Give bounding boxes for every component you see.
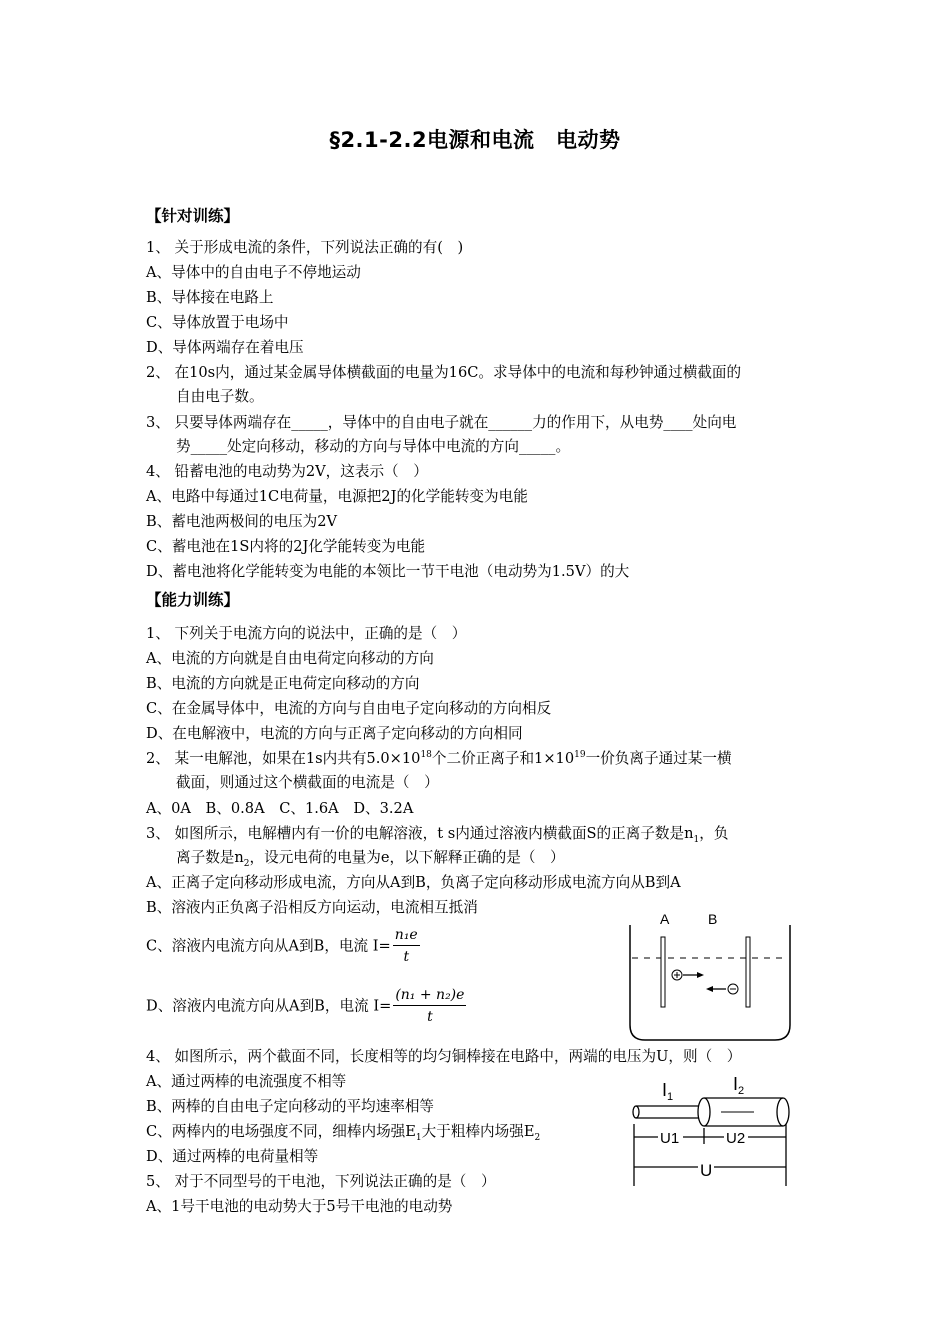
option-d: D、在电解液中，电流的方向与正离子定向移动的方向相同 [146, 725, 523, 742]
question-2-options: A、0A B、0.8A C、1.6A D、3.2A [146, 800, 414, 817]
option-c: C、导体放置于电场中 [146, 314, 289, 331]
label-a: A [660, 911, 670, 927]
option-a: A、正离子定向移动形成电流，方向从A到B，负离子定向移动形成电流方向从B到A [146, 874, 681, 891]
page-title: §2.1-2.2电源和电流 电动势 [329, 128, 621, 152]
copper-rods-figure [626, 1068, 796, 1188]
option-b: B、两棒的自由电子定向移动的平均速率相等 [146, 1098, 435, 1115]
electrode-b [746, 937, 750, 1007]
option-b: B、溶液内正负离子沿相反方向运动，电流相互抵消 [146, 899, 478, 916]
option-b: B、导体接在电路上 [146, 289, 274, 306]
option-a: A、通过两棒的电流强度不相等 [146, 1073, 347, 1090]
option-a: A、1号干电池的电动势大于5号干电池的电动势 [146, 1198, 453, 1215]
question-4-stem: 4、 如图所示，两个截面不同，长度相等的均匀铜棒接在电路中，两端的电压为U，则（ ） [146, 1048, 742, 1065]
option-c: C、两棒内的电场强度不同，细棒内场强$E_1$大于粗棒内场强$E_2$ [146, 1123, 541, 1143]
question-2-stem: 2、 在10s内，通过某金属导体横截面的电量为16C。求导体中的电流和每秒钟通过横截面的 [146, 364, 742, 381]
question-1-stem: 1、 关于形成电流的条件，下列说法正确的有( ) [146, 239, 464, 256]
label-i1: $I_1$ [662, 1080, 674, 1103]
question-3-continuation: 离子数是$n_2$，设元电荷的电量为e，以下解释正确的是（ ） [176, 849, 565, 869]
section-header-targeted: 【针对训练】 [146, 207, 240, 225]
option-c: C、在金属导体中，电流的方向与自由电子定向移动的方向相反 [146, 700, 552, 717]
tank-outline [630, 925, 790, 1040]
option-d: D、蓄电池将化学能转变为电能的本领比一节干电池（电动势为1.5V）的大 [146, 563, 630, 580]
question-3-stem: 3、 只要导体两端存在_____，导体中的自由电子就在______力的作用下，从电势____处向电 [146, 414, 737, 431]
question-2-continuation: 截面，则通过这个横截面的电流是（ ） [176, 774, 439, 791]
fraction-c: $\frac{\text{n₁e}}{t}$ [394, 927, 418, 965]
label-u1: U1 [660, 1130, 680, 1147]
question-2-stem: 2、 某一电解池，如果在1s内共有$5.0\times 10^{18}$个二价正离子和$1\times 10^{19}$一价负离子通过某一横 [146, 750, 732, 767]
question-4-stem: 4、 铅蓄电池的电动势为2V，这表示（ ） [146, 463, 428, 480]
option-d: D、溶液内电流方向从A到B，电流 I= $\frac{\text{(n₁ + n₂)e}}{t}$ [146, 985, 466, 1028]
label-u2: U2 [726, 1130, 746, 1147]
question-3-continuation: 势_____处定向移动，移动的方向与导体中电流的方向_____。 [176, 438, 571, 455]
question-3-stem: 3、 如图所示，电解槽内有一价的电解溶液，t s内通过溶液内横截面S的正离子数是$n_1$，负 [146, 825, 729, 845]
option-c: C、蓄电池在1S内将的2J化学能转变为电能 [146, 538, 426, 555]
option-b: B、电流的方向就是正电荷定向移动的方向 [146, 675, 420, 692]
question-2-continuation: 自由电子数。 [176, 388, 264, 405]
electrolytic-cell-figure [620, 900, 800, 1045]
option-a: A、电路中每通过1C电荷量，电源把2J的化学能转变为电能 [146, 488, 528, 505]
label-b: B [708, 911, 718, 927]
section-header-ability: 【能力训练】 [146, 591, 240, 609]
option-a: A、导体中的自由电子不停地运动 [146, 264, 361, 281]
electrode-a [661, 937, 665, 1007]
fraction-d: $\frac{\text{(n₁ + n₂)e}}{t}$ [395, 987, 465, 1025]
question-5-stem: 5、 对于不同型号的干电池，下列说法正确的是（ ） [146, 1173, 496, 1190]
option-b: B、蓄电池两极间的电压为2V [146, 513, 338, 530]
label-u: U [700, 1161, 713, 1180]
label-i2: $I_2$ [733, 1074, 745, 1097]
option-c: C、溶液内电流方向从A到B，电流 I= $\frac{\text{n₁e}}{t}$ [146, 925, 420, 968]
question-1-stem: 1、 下列关于电流方向的说法中，正确的是（ ） [146, 625, 467, 642]
option-d: D、导体两端存在着电压 [146, 339, 304, 356]
option-a: A、电流的方向就是自由电荷定向移动的方向 [146, 650, 434, 667]
option-d: D、通过两棒的电荷量相等 [146, 1148, 319, 1165]
